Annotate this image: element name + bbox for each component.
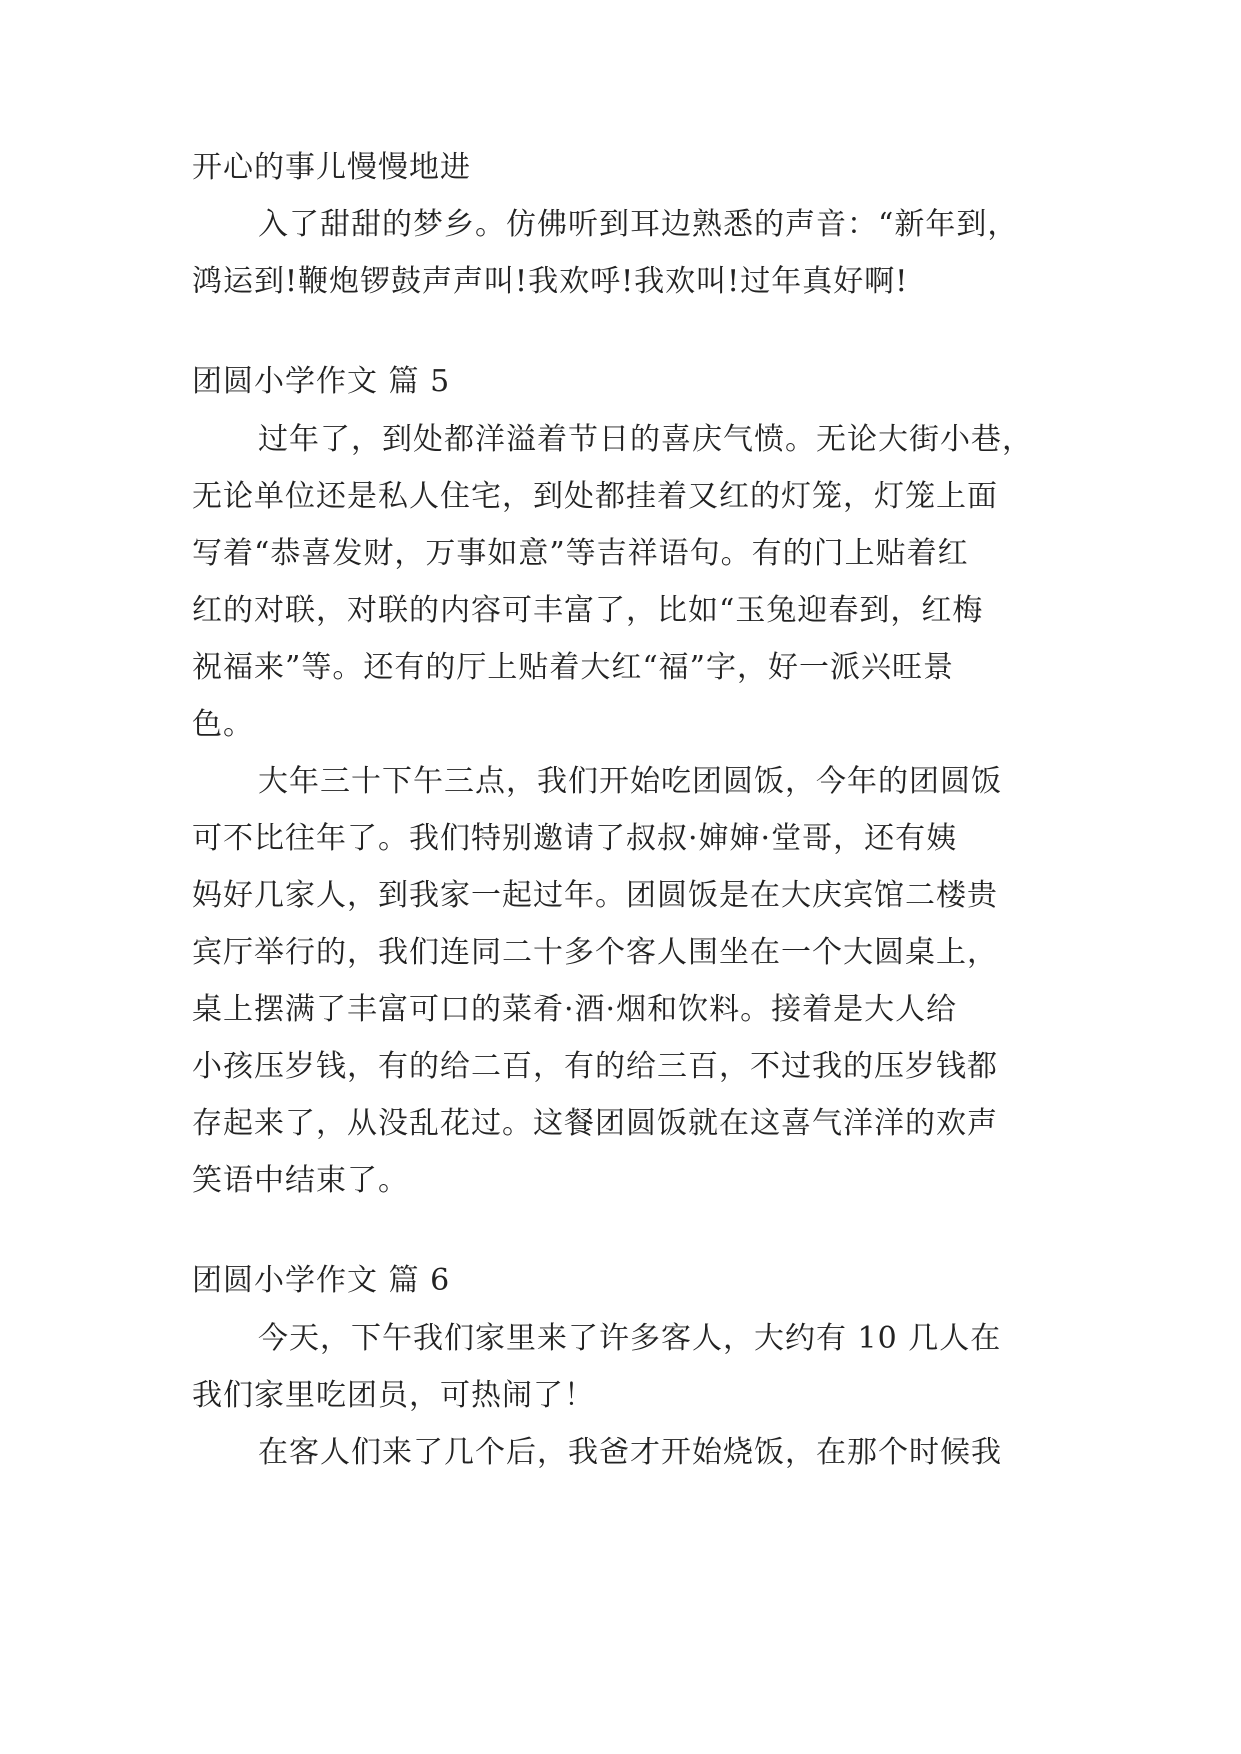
essay-5-p1-line-6: 色。 bbox=[192, 707, 254, 742]
essay-5-p2-line-7: 存起来了，从没乱花过。这餐团圆饭就在这喜气洋洋的欢声 bbox=[192, 1106, 998, 1141]
essay-5-p2-line-6: 小孩压岁钱，有的给二百，有的给三百，不过我的压岁钱都 bbox=[192, 1049, 998, 1084]
essay-6-p1-line-2: 我们家里吃团员，可热闹了！ bbox=[192, 1378, 595, 1413]
essay-5-p1-line-1: 过年了，到处都洋溢着节日的喜庆气愤。无论大街小巷， bbox=[258, 422, 1033, 457]
intro-line-2: 入了甜甜的梦乡。仿佛听到耳边熟悉的声音：“新年到， bbox=[258, 207, 1019, 242]
essay-5-p1-line-2: 无论单位还是私人住宅，到处都挂着又红的灯笼，灯笼上面 bbox=[192, 479, 998, 514]
essay-5-p2-line-5: 桌上摆满了丰富可口的菜肴·酒·烟和饮料。接着是大人给 bbox=[192, 992, 958, 1027]
essay-5-p2-line-1: 大年三十下午三点，我们开始吃团圆饭，今年的团圆饭 bbox=[258, 764, 1002, 799]
essay-5-p1-line-5: 祝福来”等。还有的厅上贴着大红“福”字，好一派兴旺景 bbox=[192, 650, 955, 685]
essay-5-p2-line-4: 宾厅举行的，我们连同二十多个客人围坐在一个大圆桌上， bbox=[192, 935, 998, 970]
essay-6-p1-line-1: 今天，下午我们家里来了许多客人，大约有 10 几人在 bbox=[258, 1321, 1002, 1356]
essay-5-p1-line-3: 写着“恭喜发财，万事如意”等吉祥语句。有的门上贴着红 bbox=[192, 536, 969, 571]
essay-5-p2-line-2: 可不比往年了。我们特别邀请了叔叔·婶婶·堂哥，还有姨 bbox=[192, 821, 958, 856]
essay-5-p2-line-3: 妈好几家人，到我家一起过年。团圆饭是在大庆宾馆二楼贵 bbox=[192, 878, 998, 913]
intro-line-3: 鸿运到!鞭炮锣鼓声声叫!我欢呼!我欢叫!过年真好啊! bbox=[192, 264, 909, 299]
essay-5-p1-line-4: 红的对联，对联的内容可丰富了，比如“玉兔迎春到，红梅 bbox=[192, 593, 984, 628]
essay-5-p2-line-8: 笑语中结束了。 bbox=[192, 1163, 409, 1198]
intro-line-1: 开心的事儿慢慢地进 bbox=[192, 150, 471, 185]
essay-6-p2-line-1: 在客人们来了几个后，我爸才开始烧饭，在那个时候我 bbox=[258, 1435, 1002, 1470]
essay-5-title: 团圆小学作文 篇 5 bbox=[192, 364, 451, 399]
essay-6-title: 团圆小学作文 篇 6 bbox=[192, 1263, 451, 1298]
